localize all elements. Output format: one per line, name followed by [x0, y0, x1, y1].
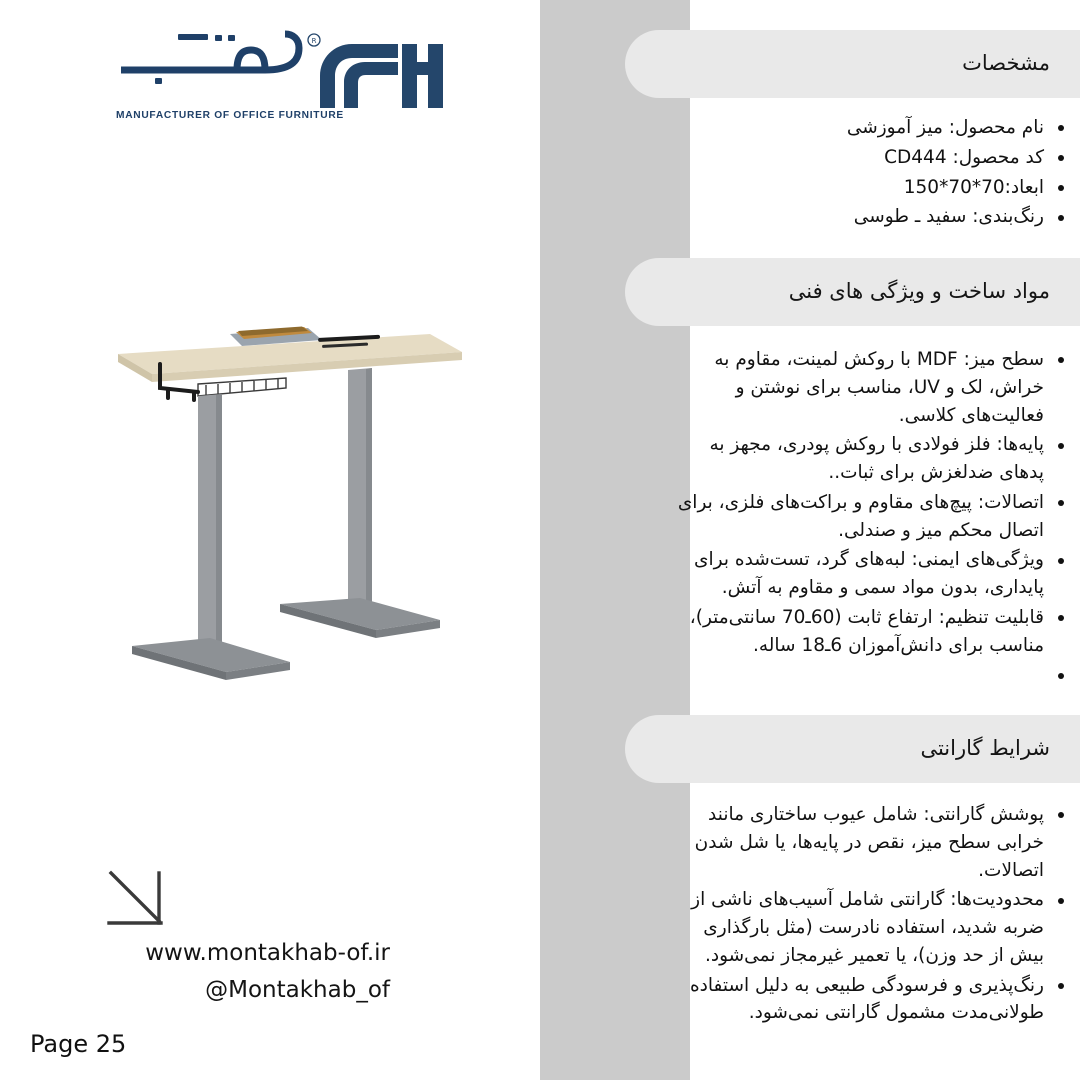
list-item: رنگ‌پذیری و فرسودگی طبیعی به دلیل استفاده طولانی‌مدت مشمول گارانتی نمی‌شود. — [670, 972, 1070, 1028]
list-item — [670, 661, 1070, 689]
list-item: رنگ‌بندی: سفید ـ طوسی — [670, 203, 1070, 231]
social-handle[interactable]: @Montakhab_of — [205, 977, 390, 1003]
right-content-column — [625, 0, 1080, 1080]
list-item: اتصالات: پیچ‌های مقاوم و براکت‌های فلزی، برای اتصال محکم میز و صندلی. — [670, 489, 1070, 545]
warranty-list — [670, 801, 1070, 1027]
list-item: نام محصول: میز آموزشی — [670, 114, 1070, 142]
section-header-materials-technical — [625, 258, 1080, 326]
list-item: محدودیت‌ها: گارانتی شامل آسیب‌های ناشی از ضربه شدید، استفاده نادرست (مثل بارگذاری بیش از حد وزن)، یا تعمیر غیرمجاز نمی‌شود. — [670, 886, 1070, 969]
brand-tagline: MANUFACTURER OF OFFICE FURNITURE — [116, 110, 344, 121]
section-header-specifications — [625, 30, 1080, 98]
materials-technical-list — [670, 346, 1070, 689]
list-item: پایه‌ها: فلز فولادی با روکش پودری، مجهز به پدهای ضدلغزش برای ثبات.. — [670, 431, 1070, 487]
svg-text:R: R — [311, 37, 317, 45]
section-title-warranty: شرایط گارانتی — [920, 736, 1050, 761]
section-title-materials-technical: مواد ساخت و ویژگی های فنی — [788, 279, 1050, 304]
list-item: کد محصول: CD444 — [670, 144, 1070, 172]
page-number: Page 25 — [30, 1030, 127, 1058]
specifications-list — [670, 114, 1070, 231]
list-item: ابعاد:70*70*150 — [670, 174, 1070, 202]
section-warranty — [625, 715, 1080, 1029]
brand-monogram-icon — [302, 32, 460, 114]
section-specifications — [625, 30, 1080, 233]
arrow-down-right-icon — [105, 867, 167, 929]
product-image-training-desk — [90, 312, 490, 712]
list-item: سطح میز: MDF با روکش لمینت، مقاوم به خراش، لک و UV، مناسب برای نوشتن و فعالیت‌های کلاسی. — [670, 346, 1070, 429]
section-materials-technical — [625, 258, 1080, 691]
brand-logo — [115, 26, 475, 121]
website-url[interactable]: www.montakhab-of.ir — [145, 940, 390, 966]
list-item: ویژگی‌های ایمنی: لبه‌های گرد، تست‌شده برای پایداری، بدون مواد سمی و مقاوم به آتش. — [670, 546, 1070, 602]
list-item: قابلیت تنظیم: ارتفاع ثابت (60ـ70 سانتی‌متر)، مناسب برای دانش‌آموزان 6ـ18 ساله. — [670, 604, 1070, 660]
section-title-specifications: مشخصات — [962, 51, 1050, 76]
list-item: پوشش گارانتی: شامل عیوب ساختاری مانند خرابی سطح میز، نقص در پایه‌ها، یا شل شدن اتصالات. — [670, 801, 1070, 884]
section-header-warranty — [625, 715, 1080, 783]
footer-block — [20, 862, 440, 1072]
